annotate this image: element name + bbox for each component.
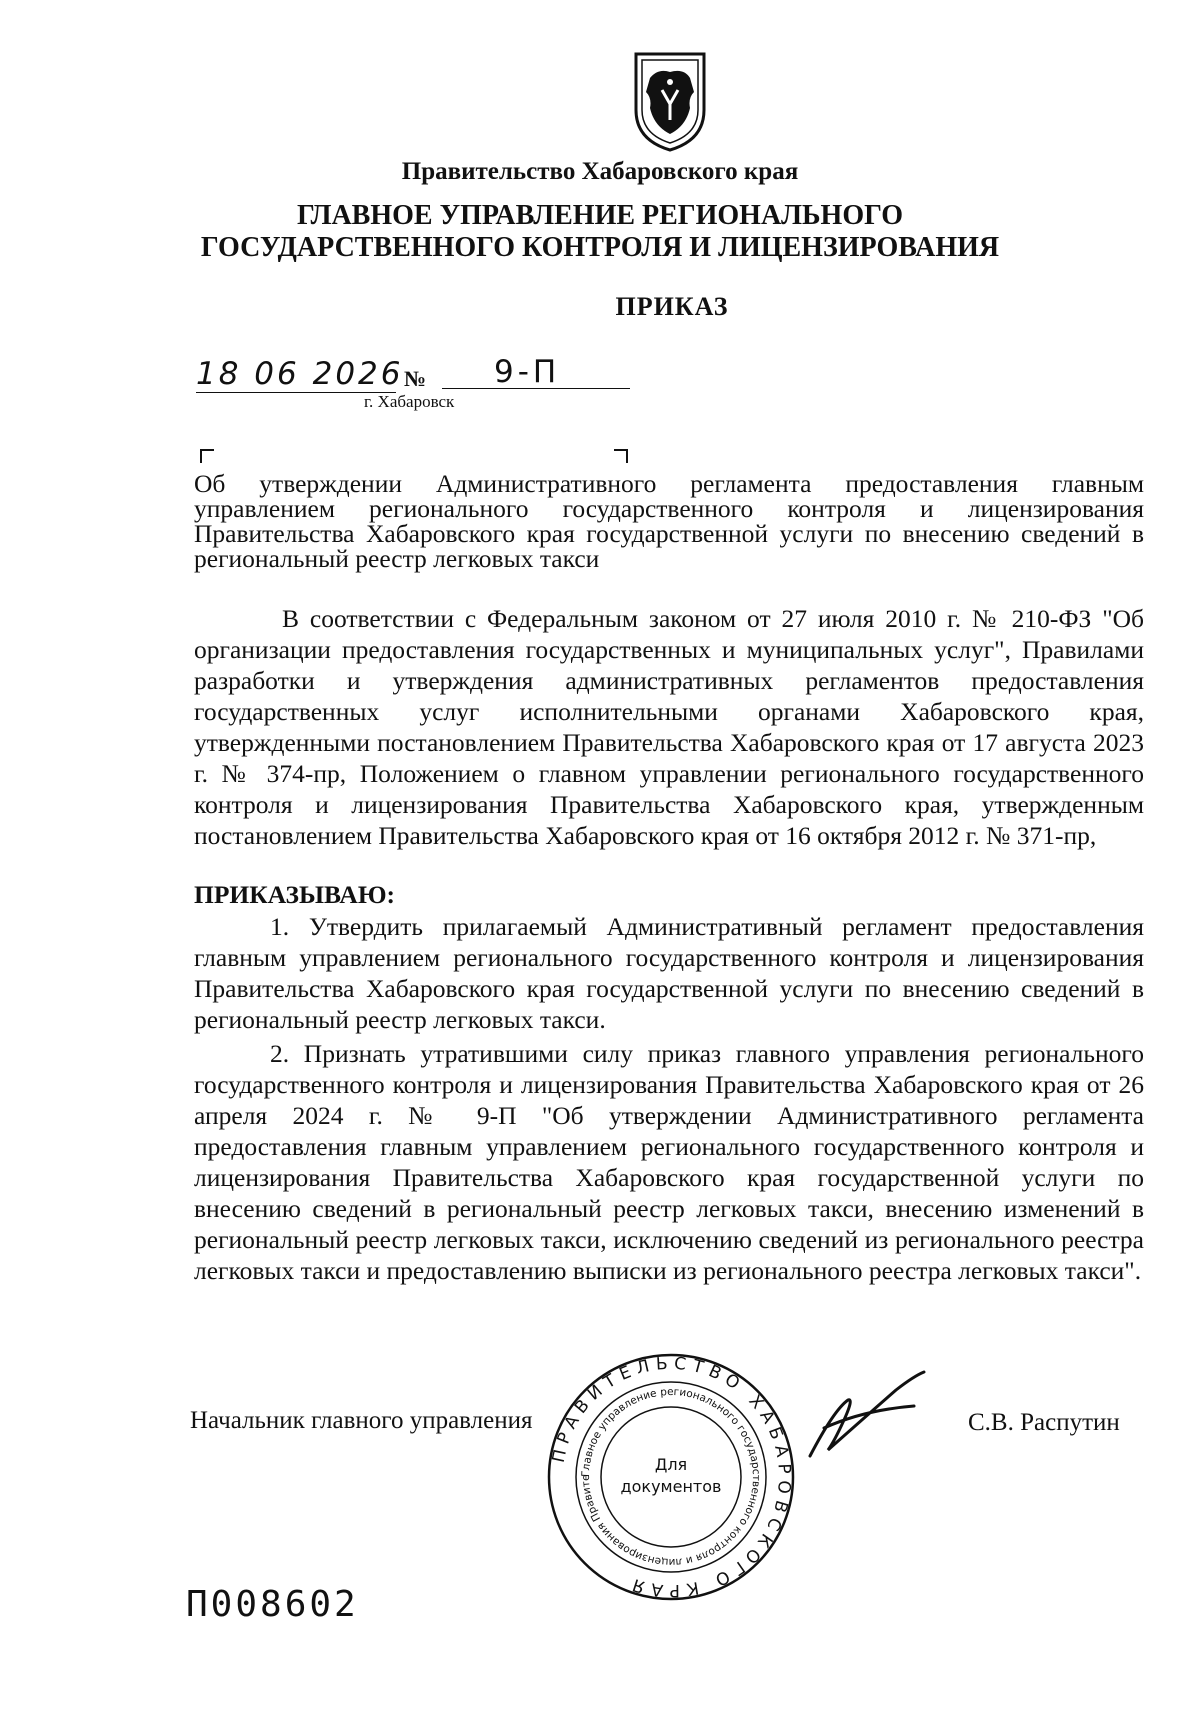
order-date: 18 06 2026: [196, 356, 404, 392]
department-name: [0, 200, 1200, 264]
signer-name: С.В. Распутин: [968, 1409, 1120, 1436]
city: г. Хабаровск: [364, 392, 455, 411]
signer-position: Начальник главного управления: [190, 1407, 533, 1434]
order-item-2: 2. Признать утратившими силу приказ главного управления регионального государственного контроля и лицензирования Правительства Хабаровского края от 26 апреля 2024 г. № 9-П "Об утверждении Административного регламента предоставления главным управлением регионального государственного контроля и лицензирования Правительства Хабаровского края государственной услуги по внесению сведений в региональный реестр легковых такси, внесению изменений в региональный реестр легковых такси, исключению сведений из регионального реестра легковых такси и предоставлению выписки из регионального реестра легковых такси".: [194, 1039, 1144, 1285]
order-item-1: 1. Утвердить прилагаемый Административный регламент предоставления главным управлением регионального государственного контроля и лицензирования Правительства Хабаровского края государственной услуги по внесению сведений в региональный реестр легковых такси.: [194, 912, 1144, 1034]
serial-number: П008602: [186, 1584, 359, 1625]
seal-center-line-2: документов: [620, 1477, 722, 1496]
handwritten-signature-icon: [804, 1370, 954, 1470]
order-word: ПРИКАЗЫВАЮ:: [194, 880, 396, 909]
preamble: В соответствии с Федеральным законом от 27 июля 2010 г. № 210-ФЗ "Об организации предоставления государственных и муниципальных услуг", Правилами разработки и утверждения административных регламентов предоставления государственных услуг исполнительными органами Хабаровского края, утвержденными постановлением Правительства Хабаровского края от 17 августа 2023 г. № 374-пр, Положением о главном управлении регионального государственного контроля и лицензирования Правительства Хабаровского края, утвержденным постановлением Правительства Хабаровского края от 16 октября 2012 г. № 371-пр,: [194, 604, 1144, 850]
order-title: Об утверждении Административного регламента предоставления главным управлением регионального государственного контроля и лицензирования Правительства Хабаровского края государственной услуги по внесению сведений в региональный реестр легковых такси: [194, 469, 1144, 573]
order-number: 9-П: [494, 354, 561, 390]
coat-of-arms-icon: [628, 48, 712, 154]
title-corner-left: [200, 449, 214, 463]
title-corner-right: [614, 449, 628, 463]
department-line-1: ГЛАВНОЕ УПРАВЛЕНИЕ РЕГИОНАЛЬНОГО: [296, 200, 904, 231]
seal-center-line-1: Для: [654, 1455, 688, 1474]
government-name: Правительство Хабаровского края: [401, 158, 799, 185]
seal-outer-text: ПРАВИТЕЛЬСТВО ХАБАРОВСКОГО КРАЯ: [548, 1353, 795, 1601]
department-line-2: ГОСУДАРСТВЕННОГО КОНТРОЛЯ И ЛИЦЕНЗИРОВАНИЯ: [200, 232, 1000, 263]
document-type: ПРИКАЗ: [615, 292, 729, 321]
number-underline: [442, 388, 630, 389]
official-seal-icon: [546, 1352, 796, 1602]
number-sign: №: [404, 366, 427, 391]
seal-inner-text: Главное управление регионального государственного контроля и лицензирования Правите: [579, 1385, 763, 1569]
